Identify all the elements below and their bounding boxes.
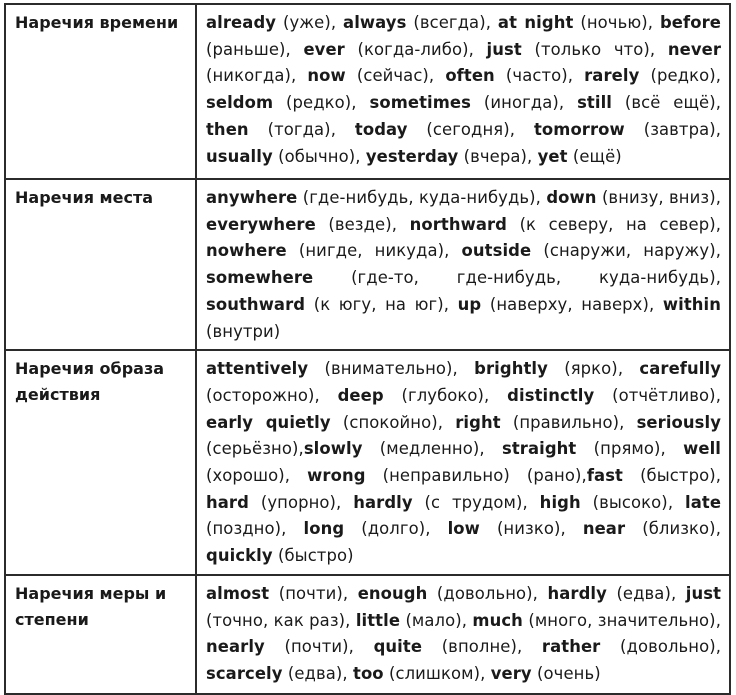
adverb-word: before <box>659 13 721 32</box>
separator: , <box>281 519 304 539</box>
separator: , <box>425 519 448 539</box>
entries-cell <box>196 350 730 575</box>
adverb-translation: (с трудом) <box>424 492 523 512</box>
adverb-translation: (хорошо) <box>206 466 285 486</box>
adverb-word: distinctly <box>507 385 595 405</box>
separator: , <box>715 119 722 139</box>
separator: , <box>648 294 663 314</box>
adverb-word: wrong <box>307 466 366 486</box>
adverb-translation: (отчётливо) <box>612 385 716 405</box>
adverb-translation: (ещё) <box>572 146 622 166</box>
adverb-word: hardly <box>547 583 607 603</box>
adverb-translation: (почти) <box>278 583 343 603</box>
separator: , <box>516 637 542 657</box>
adverb-word: low <box>447 519 480 539</box>
category-cell: Наречия образа действия <box>5 350 196 575</box>
separator: , <box>667 492 685 512</box>
adverb-translation: (серьёзно) <box>206 439 299 459</box>
adverb-translation: (только что) <box>534 39 650 59</box>
separator: , <box>284 466 308 486</box>
adverb-word: nearly <box>206 637 265 657</box>
separator: , <box>443 294 458 314</box>
table-row <box>5 350 730 575</box>
separator: , <box>560 519 583 539</box>
separator: , <box>509 119 534 139</box>
adverb-word: always <box>343 13 407 32</box>
adverb-translation: (иногда) <box>483 93 559 113</box>
separator: , <box>336 492 354 512</box>
adverb-translation: (везде) <box>328 214 392 234</box>
table-row <box>5 4 730 179</box>
adverb-translation: (уже) <box>282 13 331 32</box>
adverb-word: enough <box>357 583 428 603</box>
entries-cell <box>196 575 730 694</box>
adverb-word: already <box>206 13 277 32</box>
adverb-word: northward <box>409 214 508 234</box>
adverb-word: well <box>683 439 722 459</box>
adverb-word: straight <box>501 439 577 459</box>
separator: , <box>452 359 475 379</box>
adverb-word: sometimes <box>369 93 472 113</box>
adverb-translation: (долго) <box>361 519 426 539</box>
adverb-translation: (где-нибудь, куда-нибудь) <box>302 188 536 207</box>
table-row <box>5 179 730 350</box>
adverb-word: hard <box>206 492 249 512</box>
separator: , <box>715 93 722 113</box>
separator: , <box>428 66 446 86</box>
adverb-translation: (тогда) <box>267 119 331 139</box>
adverb-word: tomorrow <box>533 119 625 139</box>
adverb-word: very <box>490 663 532 683</box>
adverb-word: usually <box>206 146 273 166</box>
adverb-translation: (осторожно) <box>206 385 315 405</box>
adverb-translation: (очень) <box>537 663 601 683</box>
separator: , <box>715 268 721 288</box>
separator: , <box>348 637 374 657</box>
separator: , <box>314 385 338 405</box>
separator: , <box>298 439 304 459</box>
adverb-translation: (неправильно) (рано) <box>382 466 582 486</box>
adverb-translation: (высоко) <box>592 492 668 512</box>
adverb-translation: (быстро) <box>640 466 716 486</box>
separator: , <box>330 119 355 139</box>
adverb-word: right <box>455 412 501 432</box>
adverb-word: ever <box>303 39 345 59</box>
separator: , <box>647 13 660 32</box>
adverb-translation: (глубоко) <box>401 385 485 405</box>
adverb-translation: (обычно) <box>278 146 356 166</box>
adverb-translation: (медленно) <box>379 439 480 459</box>
adverb-word: much <box>472 610 523 630</box>
separator: , <box>715 241 721 261</box>
adverb-translation: (наверху, наверх) <box>489 294 649 314</box>
separator: , <box>342 583 358 603</box>
adverb-translation: (едва) <box>287 663 343 683</box>
adverb-translation: (всё ещё) <box>624 93 716 113</box>
adverb-word: brightly <box>474 359 548 379</box>
entries-cell <box>196 4 730 179</box>
adverb-translation: (к северу, на север) <box>519 214 716 234</box>
adverb-word: late <box>685 492 722 512</box>
adverb-translation: (вполне) <box>441 637 517 657</box>
adverb-translation: (всегда) <box>413 13 486 32</box>
separator: , <box>355 146 366 166</box>
adverb-translation: (мало) <box>405 610 462 630</box>
category-cell: Наречия меры и степени <box>5 575 196 694</box>
adverb-word: outside <box>461 241 532 261</box>
separator: , <box>285 39 304 59</box>
separator: , <box>649 39 668 59</box>
separator: , <box>715 610 721 630</box>
adverb-word: seldom <box>206 93 274 113</box>
adverb-translation: (никогда) <box>206 66 291 86</box>
adverb-word: often <box>445 66 495 86</box>
category-cell: Наречия времени <box>5 4 196 179</box>
adverb-word: up <box>457 294 482 314</box>
adverb-word: just <box>486 39 522 59</box>
separator: , <box>715 66 722 86</box>
separator: , <box>290 66 308 86</box>
separator: , <box>715 214 722 234</box>
adverb-translation: (точно, как раз) <box>206 610 346 630</box>
adverb-translation: (много, значительно) <box>528 610 716 630</box>
adverb-word: high <box>539 492 581 512</box>
adverb-word: still <box>577 93 613 113</box>
adverb-translation: (сейчас) <box>356 66 429 86</box>
separator: , <box>558 93 578 113</box>
adverb-translation: (едва) <box>616 583 671 603</box>
adverb-word: somewhere <box>206 268 314 288</box>
adverb-word: carefully <box>639 359 722 379</box>
separator: , <box>345 610 356 630</box>
adverb-word: never <box>667 39 722 59</box>
adverb-word: now <box>307 66 346 86</box>
adverb-translation: (довольно) <box>620 637 716 657</box>
separator: , <box>715 385 721 405</box>
separator: , <box>715 466 722 486</box>
adverb-word: rarely <box>584 66 640 86</box>
adverb-translation: (к югу, на юг) <box>313 294 444 314</box>
adverb-word: too <box>353 663 384 683</box>
adverb-word: fast <box>586 466 623 486</box>
separator: , <box>468 39 487 59</box>
separator: , <box>715 519 721 539</box>
separator: , <box>391 214 410 234</box>
adverb-translation: (внимательно) <box>324 359 453 379</box>
adverb-word: anywhere <box>206 188 298 207</box>
separator: , <box>485 13 498 32</box>
category-cell: Наречия места <box>5 179 196 350</box>
adverb-word: within <box>662 294 722 314</box>
separator: , <box>617 359 640 379</box>
adverb-word: seriously <box>636 412 722 432</box>
adverb-word: yet <box>537 146 568 166</box>
separator: , <box>330 13 344 32</box>
separator: , <box>581 466 587 486</box>
adverb-translation: (быстро) <box>277 546 354 566</box>
separator: , <box>479 439 502 459</box>
separator: , <box>619 412 637 432</box>
adverb-translation: (ночью) <box>580 13 648 32</box>
adverb-translation: (где-то, где-нибудь, куда-нибудь) <box>351 268 716 288</box>
adverb-word: southward <box>206 294 306 314</box>
separator: , <box>715 188 722 207</box>
separator: , <box>532 583 548 603</box>
adverb-translation: (поздно) <box>206 519 282 539</box>
adverb-word: today <box>354 119 408 139</box>
adverb-translation: (слишком) <box>389 663 481 683</box>
separator: , <box>480 663 491 683</box>
adverb-translation: (внутри) <box>206 321 281 341</box>
separator: , <box>535 188 547 207</box>
adverb-translation: (снаружи, наружу) <box>543 241 716 261</box>
adverb-translation: (завтра) <box>643 119 716 139</box>
adverb-translation: (низко) <box>496 519 561 539</box>
separator: , <box>461 610 473 630</box>
adverb-word: quickly <box>206 546 273 566</box>
adverb-word: almost <box>206 583 270 603</box>
adverb-translation: (ярко) <box>564 359 618 379</box>
adverb-translation: (вчера) <box>463 146 527 166</box>
separator: , <box>526 146 538 166</box>
adverb-word: early quietly <box>206 412 331 432</box>
separator: , <box>484 385 508 405</box>
entries-cell <box>196 179 730 350</box>
adverb-translation: (редко) <box>650 66 716 86</box>
adverb-translation: (правильно) <box>512 412 620 432</box>
adverb-translation: (упорно) <box>260 492 337 512</box>
adverb-word: little <box>355 610 401 630</box>
adverb-translation: (близко) <box>642 519 716 539</box>
separator: , <box>567 66 585 86</box>
separator: , <box>437 412 456 432</box>
adverb-translation: (прямо) <box>593 439 661 459</box>
adverb-word: scarcely <box>206 663 283 683</box>
separator: , <box>715 637 722 657</box>
adverb-translation: (спокойно) <box>342 412 438 432</box>
adverb-word: slowly <box>303 439 363 459</box>
adverb-translation: (редко) <box>286 93 352 113</box>
separator: , <box>660 439 684 459</box>
adverb-translation: (часто) <box>505 66 568 86</box>
adverb-word: just <box>685 583 722 603</box>
separator: , <box>342 663 354 683</box>
adverb-word: rather <box>541 637 601 657</box>
adverb-word: near <box>582 519 626 539</box>
adverb-word: then <box>206 119 249 139</box>
adverb-translation: (нигде, никуда) <box>298 241 445 261</box>
adverb-word: down <box>546 188 597 207</box>
adverb-word: deep <box>337 385 384 405</box>
adverb-translation: (почти) <box>284 637 349 657</box>
adverb-translation: (сегодня) <box>426 119 510 139</box>
adverb-translation: (раньше) <box>206 39 286 59</box>
separator: , <box>351 93 370 113</box>
separator: , <box>522 492 540 512</box>
adverb-word: long <box>303 519 345 539</box>
adverb-translation: (внизу, вниз) <box>601 188 716 207</box>
adverb-word: yesterday <box>365 146 459 166</box>
adverb-word: attentively <box>206 359 309 379</box>
separator: , <box>444 241 462 261</box>
adverb-translation: (когда-либо) <box>357 39 469 59</box>
adverb-word: everywhere <box>206 214 316 234</box>
separator: , <box>670 583 686 603</box>
adverb-word: at night <box>497 13 574 32</box>
table-row <box>5 575 730 694</box>
adverb-word: quite <box>373 637 423 657</box>
adverb-word: hardly <box>353 492 413 512</box>
adverb-word: nowhere <box>206 241 287 261</box>
adverb-translation: (довольно) <box>436 583 533 603</box>
adverbs-table <box>4 3 731 695</box>
